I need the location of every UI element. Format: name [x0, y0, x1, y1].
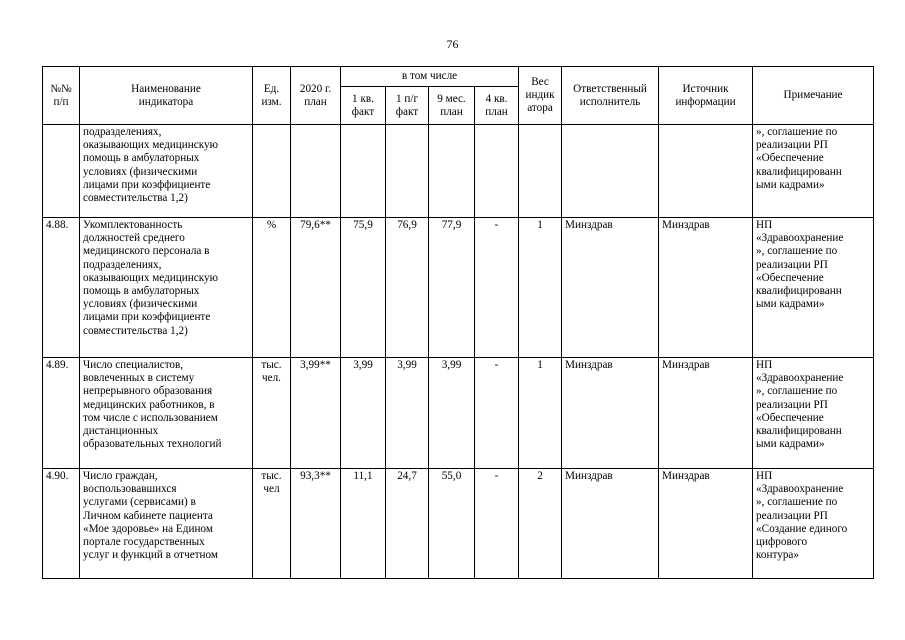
- header-name: Наименование индикатора: [80, 67, 253, 125]
- row-q4: [475, 125, 519, 218]
- row-m9: 3,99: [429, 358, 475, 469]
- row-plan: [291, 125, 341, 218]
- page-number: 76: [446, 37, 459, 51]
- row-weight: [519, 125, 562, 218]
- row-num: 4.89.: [43, 358, 80, 469]
- header-h1: 1 п/г факт: [386, 87, 429, 125]
- header-source: Источник информации: [659, 67, 753, 125]
- row-name: Укомплектованность должностей среднего медицинского персонала в подразделениях, оказывающих медицинскую помощь в амбулаторных условиях (физическими лицами при коэффициенте совместительства 1,2): [80, 218, 253, 358]
- row-note: НП «Здравоохранение », соглашение по реализации РП «Создание единого цифрового контура»: [753, 469, 874, 579]
- row-num: [43, 125, 80, 218]
- header-num: №№ п/п: [43, 67, 80, 125]
- row-h1: [386, 125, 429, 218]
- row-q4: -: [475, 218, 519, 358]
- row-plan: 93,3**: [291, 469, 341, 579]
- row-responsible: Минздрав: [562, 358, 659, 469]
- row-h1: 3,99: [386, 358, 429, 469]
- row-m9: [429, 125, 475, 218]
- row-num: 4.90.: [43, 469, 80, 579]
- row-q4: -: [475, 469, 519, 579]
- row-num: 4.88.: [43, 218, 80, 358]
- table-row: [43, 358, 874, 469]
- row-unit: %: [253, 218, 291, 358]
- row-unit: тыс. чел: [253, 469, 291, 579]
- row-source: [659, 125, 753, 218]
- header-responsible: Ответственный исполнитель: [562, 67, 659, 125]
- table-row: [43, 218, 874, 358]
- header-including: в том числе: [341, 67, 519, 87]
- row-m9: 77,9: [429, 218, 475, 358]
- row-note: », соглашение по реализации РП «Обеспечение квалифицированн ыми кадрами»: [753, 125, 874, 218]
- header-note: Примечание: [753, 67, 874, 125]
- row-name: Число граждан, воспользовавшихся услугами (сервисами) в Личном кабинете пациента «Мое здоровье» на Едином портале государственных услуг и функций в отчетном: [80, 469, 253, 579]
- row-weight: 2: [519, 469, 562, 579]
- header-q4: 4 кв. план: [475, 87, 519, 125]
- header-q1: 1 кв. факт: [341, 87, 386, 125]
- header-weight: Вес индик атора: [519, 67, 562, 125]
- table-row: [43, 469, 874, 579]
- table-row: [43, 125, 874, 218]
- row-h1: 76,9: [386, 218, 429, 358]
- row-unit: тыс. чел.: [253, 358, 291, 469]
- row-q4: -: [475, 358, 519, 469]
- row-source: Минздрав: [659, 358, 753, 469]
- row-unit: [253, 125, 291, 218]
- row-q1: 11,1: [341, 469, 386, 579]
- row-weight: 1: [519, 218, 562, 358]
- row-responsible: [562, 125, 659, 218]
- row-name: подразделениях, оказывающих медицинскую помощь в амбулаторных условиях (физическими лицами при коэффициенте совместительства 1,2): [80, 125, 253, 218]
- header-unit: Ед. изм.: [253, 67, 291, 125]
- row-q1: [341, 125, 386, 218]
- row-note: НП «Здравоохранение », соглашение по реализации РП «Обеспечение квалифицированн ыми кадрами»: [753, 358, 874, 469]
- row-plan: 3,99**: [291, 358, 341, 469]
- row-responsible: Минздрав: [562, 218, 659, 358]
- row-h1: 24,7: [386, 469, 429, 579]
- row-weight: 1: [519, 358, 562, 469]
- row-q1: 3,99: [341, 358, 386, 469]
- row-q1: 75,9: [341, 218, 386, 358]
- row-name: Число специалистов, вовлеченных в систему непрерывного образования медицинских работников, в том числе с использованием дистанционных образовательных технологий: [80, 358, 253, 469]
- indicators-table: [42, 66, 874, 579]
- header-plan: 2020 г. план: [291, 67, 341, 125]
- row-source: Минздрав: [659, 218, 753, 358]
- row-plan: 79,6**: [291, 218, 341, 358]
- header-m9: 9 мес. план: [429, 87, 475, 125]
- row-m9: 55,0: [429, 469, 475, 579]
- row-source: Минздрав: [659, 469, 753, 579]
- row-responsible: Минздрав: [562, 469, 659, 579]
- row-note: НП «Здравоохранение », соглашение по реализации РП «Обеспечение квалифицированн ыми кадрами»: [753, 218, 874, 358]
